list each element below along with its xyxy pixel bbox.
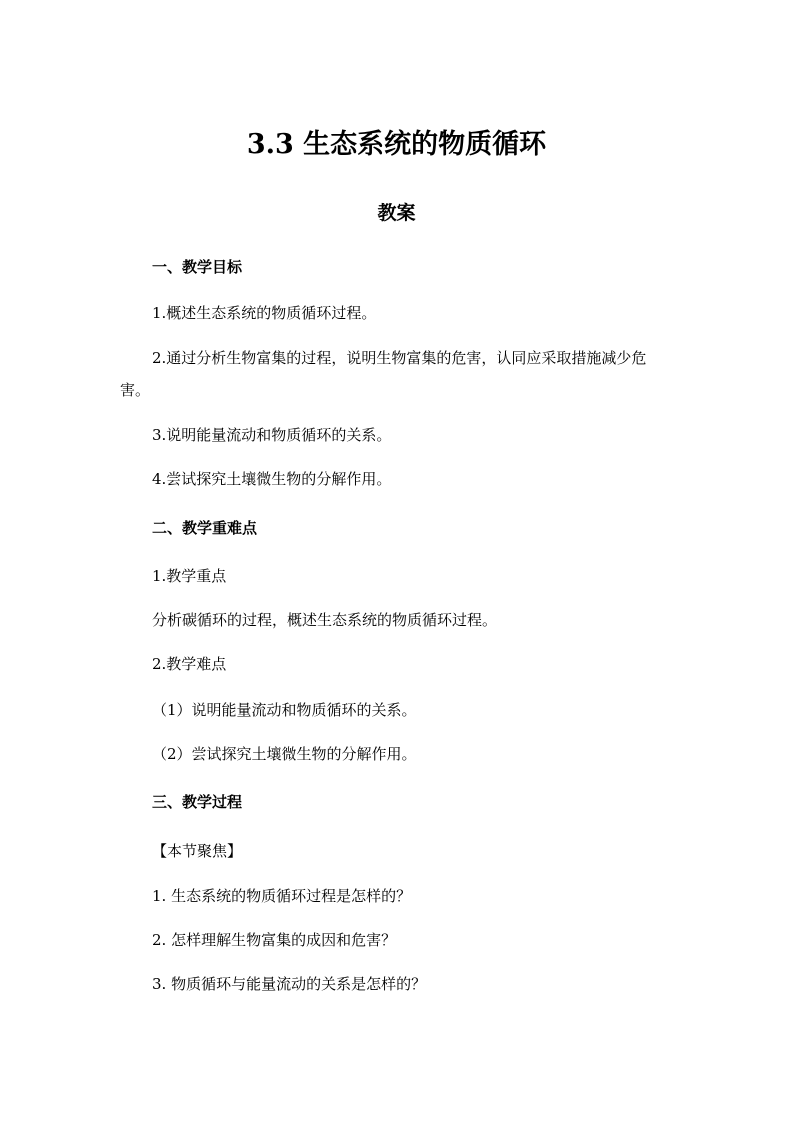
focus-question: 1. 生态系统的物质循环过程是怎样的？ — [152, 887, 412, 905]
difficult-point-item: （1）说明能量流动和物质循环的关系。 — [152, 701, 417, 719]
objective-item: 3.说明能量流动和物质循环的关系。 — [152, 426, 392, 444]
key-point-text: 分析碳循环的过程，概述生态系统的物质循环过程。 — [152, 611, 498, 629]
objective-item: 1.概述生态系统的物质循环过程。 — [152, 304, 377, 322]
focus-question: 3. 物质循环与能量流动的关系是怎样的？ — [152, 975, 427, 993]
focus-question: 2. 怎样理解生物富集的成因和危害？ — [152, 931, 397, 949]
objective-item: 4.尝试探究土壤微生物的分解作用。 — [152, 470, 392, 488]
difficult-point-item: （2）尝试探究土壤微生物的分解作用。 — [152, 745, 417, 763]
key-point-label: 1.教学重点 — [152, 567, 227, 585]
section-heading-objectives: 一、教学目标 — [152, 258, 243, 276]
section-heading-key-points: 二、教学重难点 — [152, 519, 258, 537]
document-title: 3.3 生态系统的物质循环 — [246, 129, 547, 160]
objective-item-continuation: 害。 — [120, 381, 151, 399]
objective-item: 2.通过分析生物富集的过程，说明生物富集的危害，认同应采取措施减少危 — [152, 349, 647, 367]
difficult-point-label: 2.教学难点 — [152, 655, 227, 673]
section-heading-process: 三、教学过程 — [152, 793, 243, 811]
focus-label: 【本节聚焦】 — [152, 842, 243, 860]
document-subtitle: 教案 — [377, 202, 416, 224]
